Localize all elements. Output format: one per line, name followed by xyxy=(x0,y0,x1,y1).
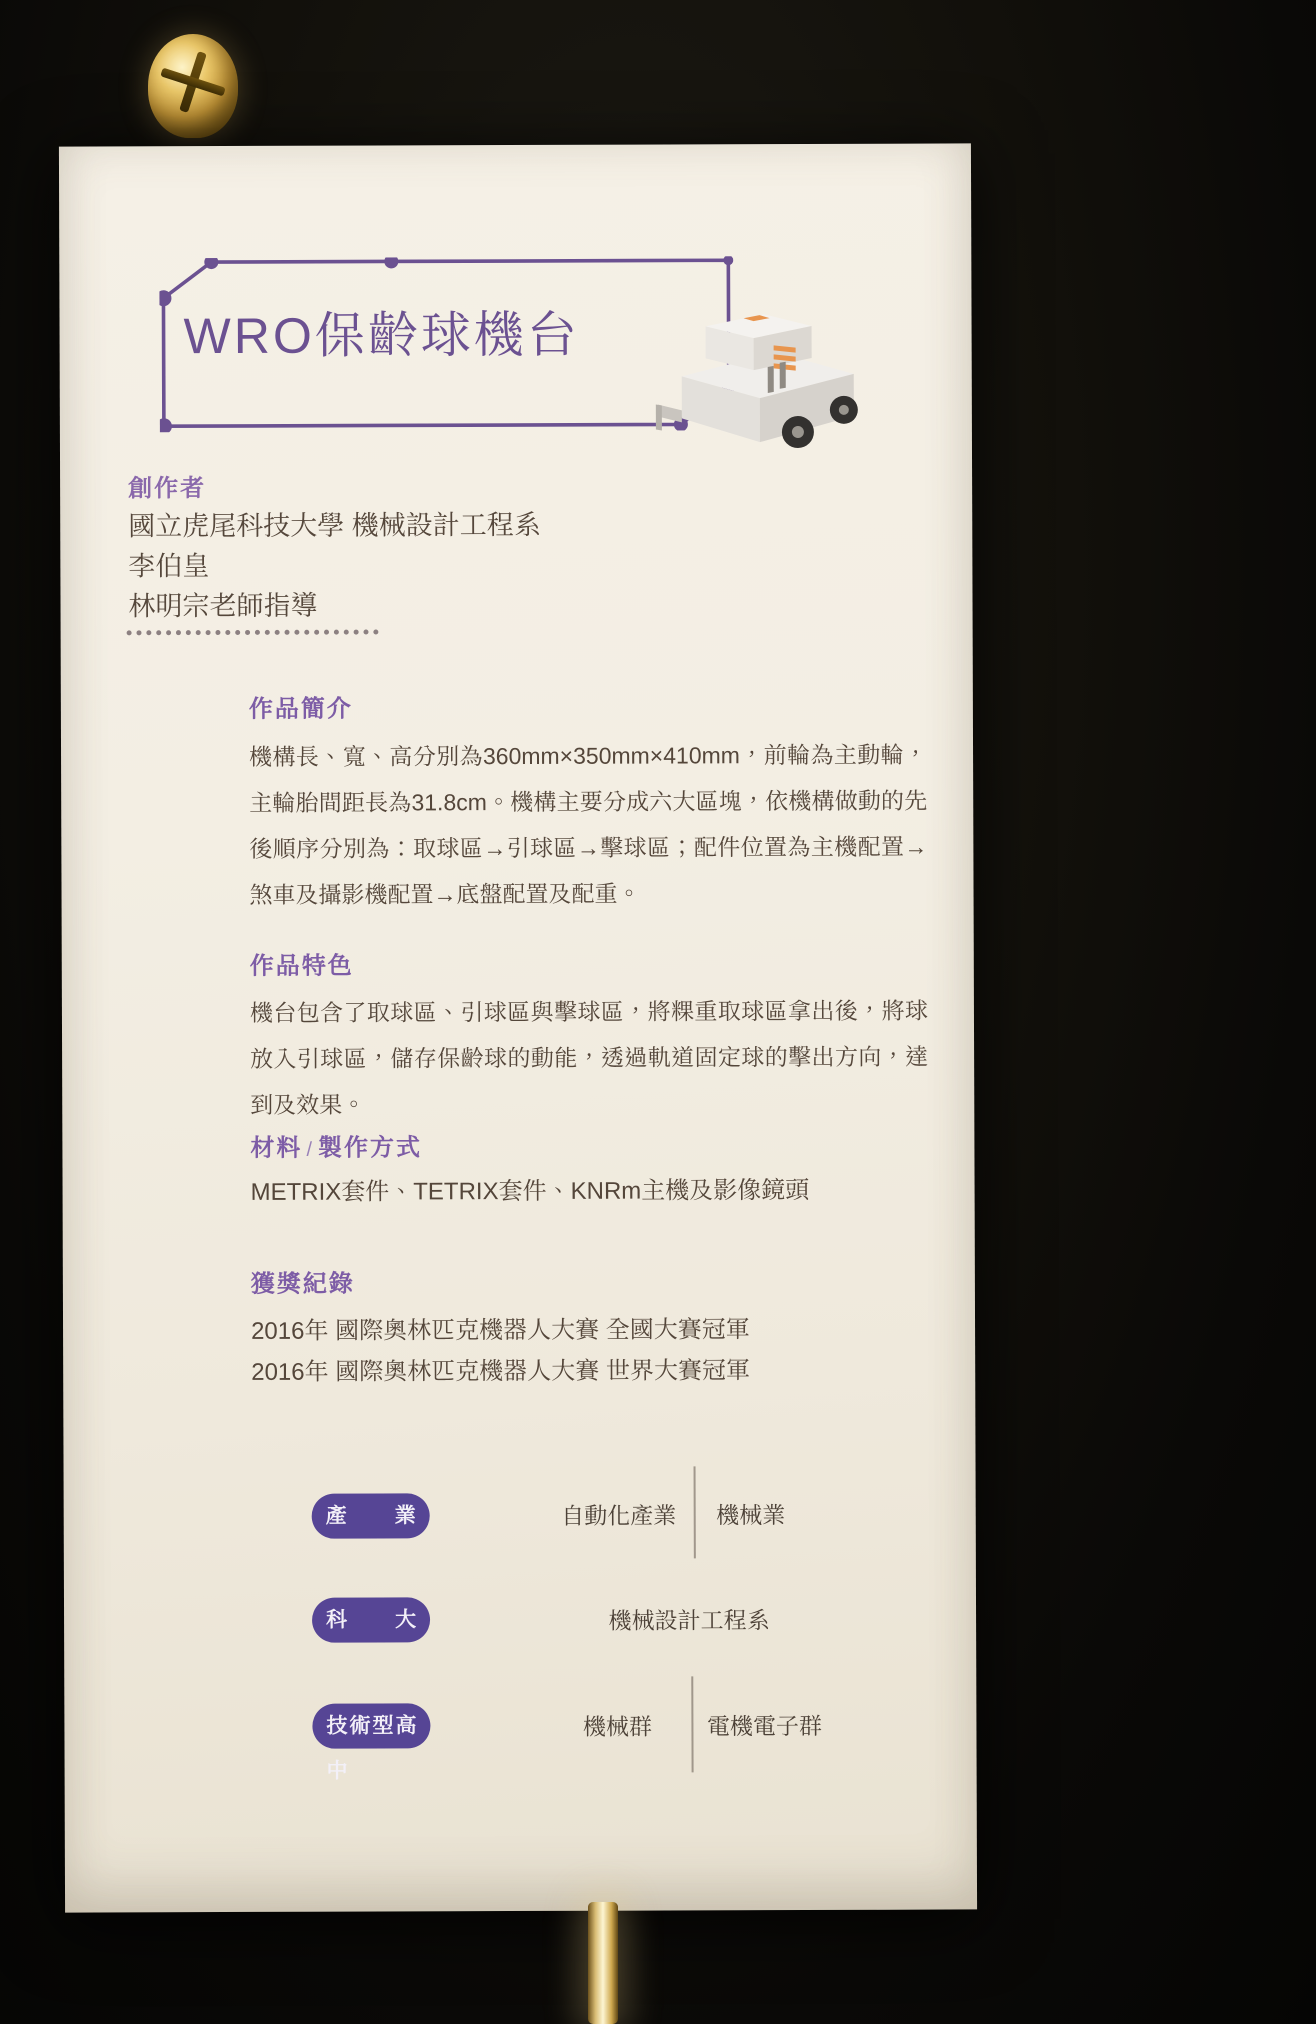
materials-heading-part2: 製作方式 xyxy=(317,1134,423,1162)
section-body-materials: METRIX套件、TETRIX套件、KNRm主機及影像鏡頭 xyxy=(250,1176,810,1206)
category-badge-industry: 產業 xyxy=(312,1493,430,1538)
section-body-intro: 機構長、寬、高分別為360mm×350mm×410mm，前輪為主動輪，主輪胎間距長為31.8cm。機構主要分成六大區塊，依機構做動的先後順序分別為：取球區→引球區→擊球區；配件位置為主機配置→煞車及攝影機配置→底盤配置及配重。 xyxy=(249,741,928,908)
category-value: 自動化產業 xyxy=(561,1502,677,1529)
gold-reflection-bar xyxy=(588,1902,618,2024)
dotted-divider xyxy=(127,629,379,635)
materials-heading-part1: 材料 xyxy=(250,1134,303,1162)
creator-school: 國立虎尾科技大學 機械設計工程系 xyxy=(128,509,541,542)
creator-lines xyxy=(128,505,541,626)
section-heading-awards: 獲獎紀錄 xyxy=(250,1270,355,1298)
category-badge-vocational: 技術型高中 xyxy=(312,1703,430,1748)
award-line: 2016年 國際奧林匹克機器人大賽 全國大賽冠軍 xyxy=(251,1316,750,1345)
section-heading-features: 作品特色 xyxy=(249,952,354,980)
category-badge-university: 科大 xyxy=(312,1597,430,1642)
robot-machine-illustration xyxy=(647,292,874,467)
section-body-features: 機台包含了取球區、引球區與擊球區，將粿重取球區拿出後，將球放入引球區，儲存保齡球的動能，透過軌道固定球的擊出方向，達到及效果。 xyxy=(249,997,929,1118)
category-value: 機械設計工程系 xyxy=(608,1607,770,1634)
section-heading-materials xyxy=(250,1127,422,1163)
awards-list xyxy=(251,1309,750,1393)
award-line: 2016年 國際奧林匹克機器人大賽 世界大賽冠軍 xyxy=(251,1357,750,1386)
category-value: 機械業 xyxy=(716,1502,786,1529)
category-value: 機械群 xyxy=(582,1713,652,1740)
poster-card xyxy=(59,143,977,1912)
page-title: WRO保齡球機台 xyxy=(183,306,580,365)
section-heading-intro: 作品簡介 xyxy=(248,695,353,723)
creator-advisor: 林明宗老師指導 xyxy=(128,590,318,622)
brass-pin-icon xyxy=(148,34,238,138)
materials-heading-slash: / xyxy=(306,1138,315,1161)
creator-name: 李伯皇 xyxy=(128,551,210,582)
creator-heading: 創作者 xyxy=(128,475,207,503)
category-value: 電機電子群 xyxy=(706,1712,822,1740)
